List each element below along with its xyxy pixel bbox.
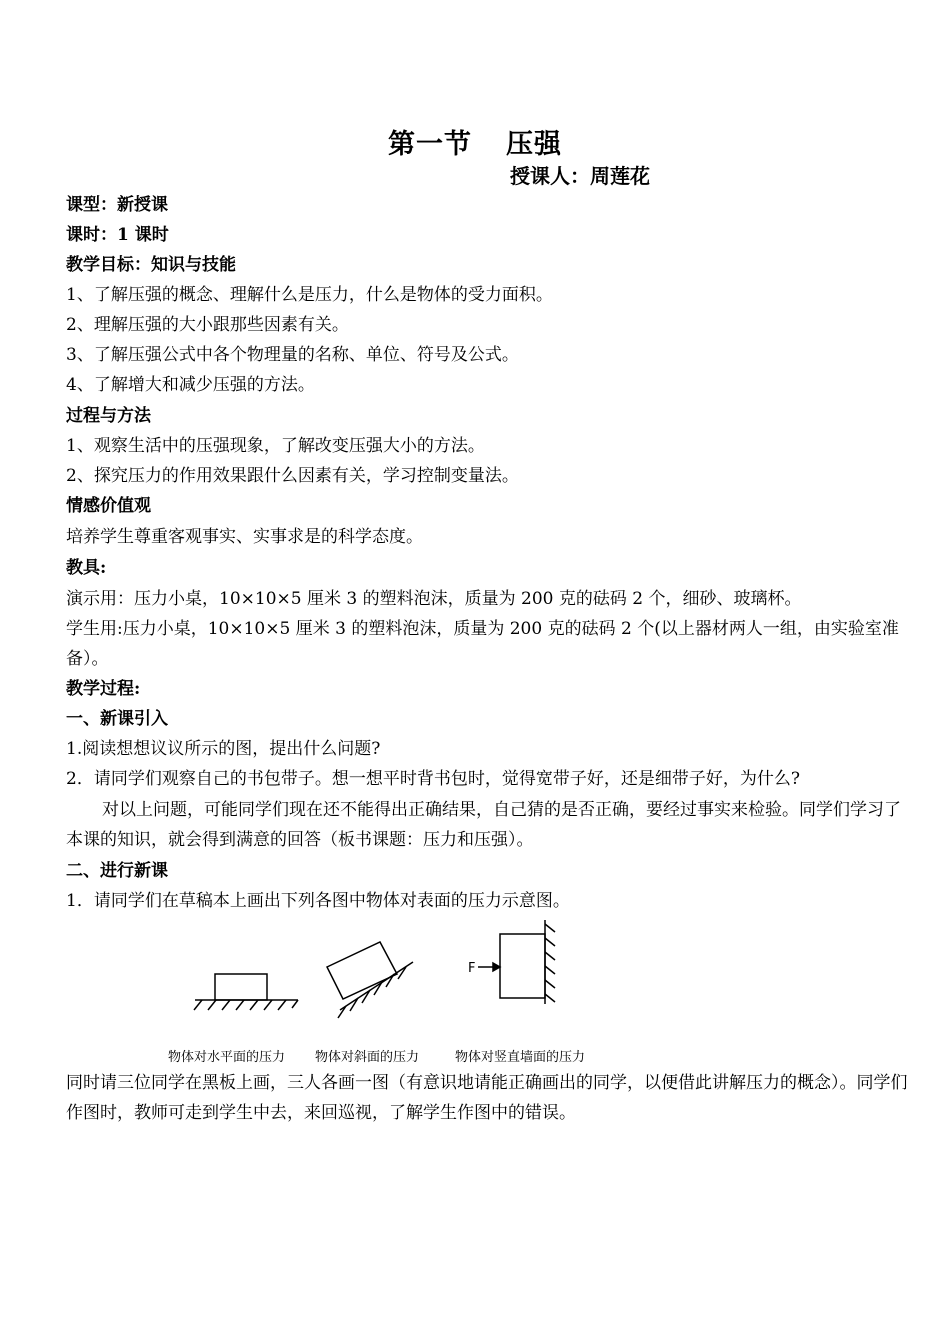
incline-diagram: [327, 942, 413, 1018]
lesson-hours: 课时：1 课时: [66, 225, 169, 245]
objective-item: 3、了解压强公式中各个物理量的名称、单位、符号及公式。: [66, 345, 519, 365]
lesson-type: 课型：新授课: [66, 195, 168, 215]
process-item: 2、探究压力的作用效果跟什么因素有关，学习控制变量法。: [66, 466, 519, 486]
objective-item: 1、了解压强的概念、理解什么是压力，什么是物体的受力面积。: [66, 285, 553, 305]
title-section: 第一节: [388, 129, 472, 160]
caption-wall: 物体对竖直墙面的压力: [455, 1050, 586, 1065]
objectives-heading: 教学目标：知识与技能: [66, 255, 236, 275]
objective-item: 2、理解压强的大小跟那些因素有关。: [66, 315, 349, 335]
intro-item: 1.阅读想想议议所示的图，提出什么问题?: [66, 739, 381, 759]
wall-diagram: [478, 920, 555, 1004]
intro-paragraph: 对以上问题，可能同学们现在还不能得出正确结果，自己猜的是否正确，要经过事实来检验。同学们学习了本课的知识，就会得到满意的回答（板书课题：压力和压强）。: [66, 800, 901, 850]
section-intro-heading: 一、新课引入: [66, 709, 168, 729]
process-item: 1、观察生活中的压强现象，了解改变压强大小的方法。: [66, 436, 485, 456]
title-topic: 压强: [506, 129, 562, 160]
intro-item: 2．请同学们观察自己的书包带子。想一想平时背书包时，觉得宽带子好，还是细带子好，为什么?: [66, 769, 800, 789]
caption-incline: 物体对斜面的压力: [315, 1050, 420, 1065]
process-heading: 过程与方法: [66, 406, 151, 426]
new-item: 1．请同学们在草稿本上画出下列各图中物体对表面的压力示意图。: [66, 891, 570, 911]
tools-student: 学生用:压力小桌，10×10×5 厘米 3 的塑料泡沫，质量为 200 克的砝码 2 个(以上器材两人一组，由实验室准备）。: [66, 619, 899, 669]
page-title: [0, 122, 950, 161]
force-label: F: [468, 961, 476, 976]
teacher-line: 授课人：周莲花: [510, 164, 650, 188]
procedure-heading: 教学过程:: [66, 679, 141, 699]
closing-paragraph: 同时请三位同学在黑板上画，三人各画一图（有意识地请能正确画出的同学，以便借此讲解压力的概念）。同学们作图时，教师可走到学生中去，来回巡视，了解学生作图中的错误。: [66, 1073, 908, 1123]
values-text: 培养学生尊重客观事实、实事求是的科学态度。: [66, 527, 423, 547]
tools-demo: 演示用：压力小桌，10×10×5 厘米 3 的塑料泡沫，质量为 200 克的砝码 2 个，细砂、玻璃杯。: [66, 589, 802, 609]
section-new-heading: 二、进行新课: [66, 861, 168, 881]
caption-horizontal: 物体对水平面的压力: [168, 1050, 286, 1065]
objective-item: 4、了解增大和减少压强的方法。: [66, 375, 315, 395]
horizontal-surface-diagram: [194, 974, 298, 1010]
tools-heading: 教具:: [66, 558, 107, 578]
values-heading: 情感价值观: [66, 496, 151, 516]
